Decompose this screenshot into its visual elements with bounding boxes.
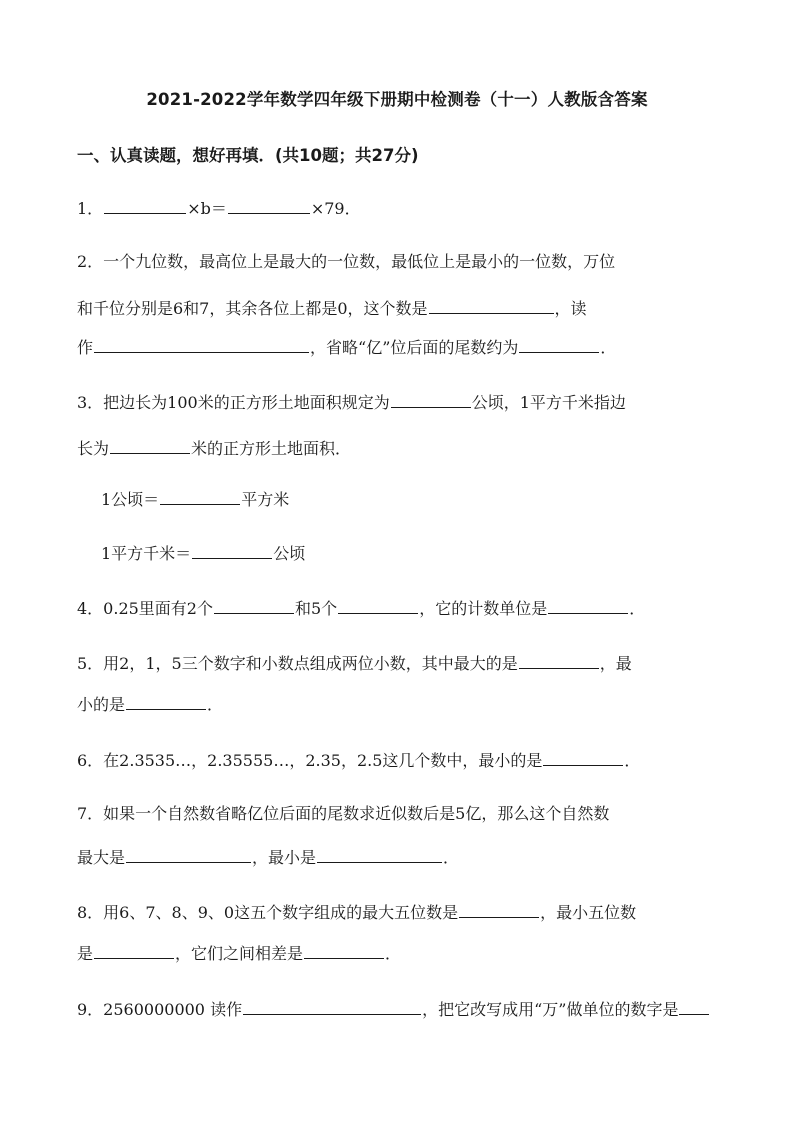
q8-text: ，最小五位数 (540, 903, 637, 922)
q3-text: 长为 (77, 439, 110, 458)
answer-blank[interactable] (126, 845, 251, 863)
question-2-line-1 (77, 251, 615, 273)
q9-text: 9．2560000000 读作 (77, 1000, 243, 1019)
answer-blank[interactable] (519, 335, 599, 353)
q7-text: ，最小是 (252, 848, 317, 867)
q2-text: ． (600, 338, 617, 357)
question-3-line-2 (77, 436, 351, 460)
q1-text: ×b＝ (187, 199, 227, 218)
q3-text: 公顷 (273, 544, 306, 563)
answer-blank[interactable] (429, 296, 554, 314)
q2-text: 和千位分别是6和7，其余各位上都是0，这个数是 (77, 299, 428, 318)
q6-text: 6．在2.3535…，2.35555…，2.35，2.5这几个数中，最小的是 (77, 751, 543, 770)
q5-text: ，最 (599, 654, 632, 673)
question-7-line-2 (77, 845, 459, 869)
section-heading: 一、认真读题，想好再填．(共10题；共27分) (77, 146, 419, 165)
question-2-line-2 (77, 296, 587, 320)
q4-text: ． (629, 599, 646, 618)
q2-text: 2．一个九位数，最高位上是最大的一位数，最低位上是最小的一位数，万位 (77, 252, 616, 271)
answer-blank[interactable] (228, 196, 310, 214)
q1-text: ×79． (310, 199, 361, 218)
question-8-line-2 (77, 941, 401, 965)
answer-blank[interactable] (338, 596, 418, 614)
q6-text: ． (624, 751, 641, 770)
q8-text: ． (385, 944, 402, 963)
question-2-line-3 (77, 335, 616, 359)
answer-blank[interactable] (543, 748, 623, 766)
q4-text: 和5个 (295, 599, 338, 618)
question-8-line-1 (77, 900, 636, 924)
question-3-line-4 (101, 541, 305, 565)
q3-text: 3．把边长为100米的正方形土地面积规定为 (77, 393, 390, 412)
q7-text: ． (443, 848, 460, 867)
q8-text: ，它们之间相差是 (175, 944, 304, 963)
question-3-line-1 (77, 390, 626, 414)
answer-blank[interactable] (548, 596, 628, 614)
q5-text: 5．用2，1，5三个数字和小数点组成两位小数，其中最大的是 (77, 654, 518, 673)
answer-blank[interactable] (214, 596, 294, 614)
question-1 (77, 196, 361, 220)
question-5-line-2 (77, 692, 223, 716)
q4-text: ，它的计数单位是 (419, 599, 548, 618)
answer-blank[interactable] (243, 997, 421, 1015)
answer-blank[interactable] (391, 390, 471, 408)
q8-text: 是 (77, 944, 94, 963)
answer-blank[interactable] (110, 436, 190, 454)
answer-blank[interactable] (519, 651, 599, 669)
question-6 (77, 748, 640, 772)
q8-text: 8．用6、7、8、9、0这五个数字组成的最大五位数是 (77, 903, 459, 922)
q5-text: 小的是 (77, 695, 126, 714)
q4-text: 4．0.25里面有2个 (77, 599, 213, 618)
q2-text: 作 (77, 338, 94, 357)
q2-text: ，省略“亿”位后面的尾数约为 (310, 338, 519, 357)
q5-text: ． (207, 695, 224, 714)
q2-text: ，读 (554, 299, 587, 318)
question-3-line-3 (101, 487, 289, 511)
q3-text: 米的正方形土地面积． (191, 439, 352, 458)
q7-text: 7．如果一个自然数省略亿位后面的尾数求近似数后是5亿，那么这个自然数 (77, 804, 610, 823)
answer-blank[interactable] (94, 941, 174, 959)
q3-text: 1平方千米＝ (101, 544, 192, 563)
answer-blank[interactable] (459, 900, 539, 918)
answer-blank[interactable] (160, 487, 240, 505)
answer-blank[interactable] (104, 196, 186, 214)
question-7-line-1 (77, 803, 609, 825)
answer-blank[interactable] (126, 692, 206, 710)
question-5-line-1 (77, 651, 632, 675)
answer-blank[interactable] (192, 541, 272, 559)
q7-text: 最大是 (77, 848, 126, 867)
answer-blank[interactable] (304, 941, 384, 959)
answer-blank[interactable] (94, 335, 309, 353)
answer-blank[interactable] (317, 845, 442, 863)
q1-number: 1． (77, 199, 104, 218)
page-title: 2021-2022学年数学四年级下册期中检测卷（十一）人教版含答案 (146, 90, 648, 109)
question-9 (77, 997, 710, 1021)
q3-text: 平方米 (241, 490, 290, 509)
answer-blank[interactable] (679, 997, 709, 1015)
q3-text: 1公顷＝ (101, 490, 160, 509)
question-4 (77, 596, 645, 620)
q3-text: 公顷，1平方千米指边 (471, 393, 626, 412)
q9-text: ，把它改写成用“万”做单位的数字是 (422, 1000, 679, 1019)
